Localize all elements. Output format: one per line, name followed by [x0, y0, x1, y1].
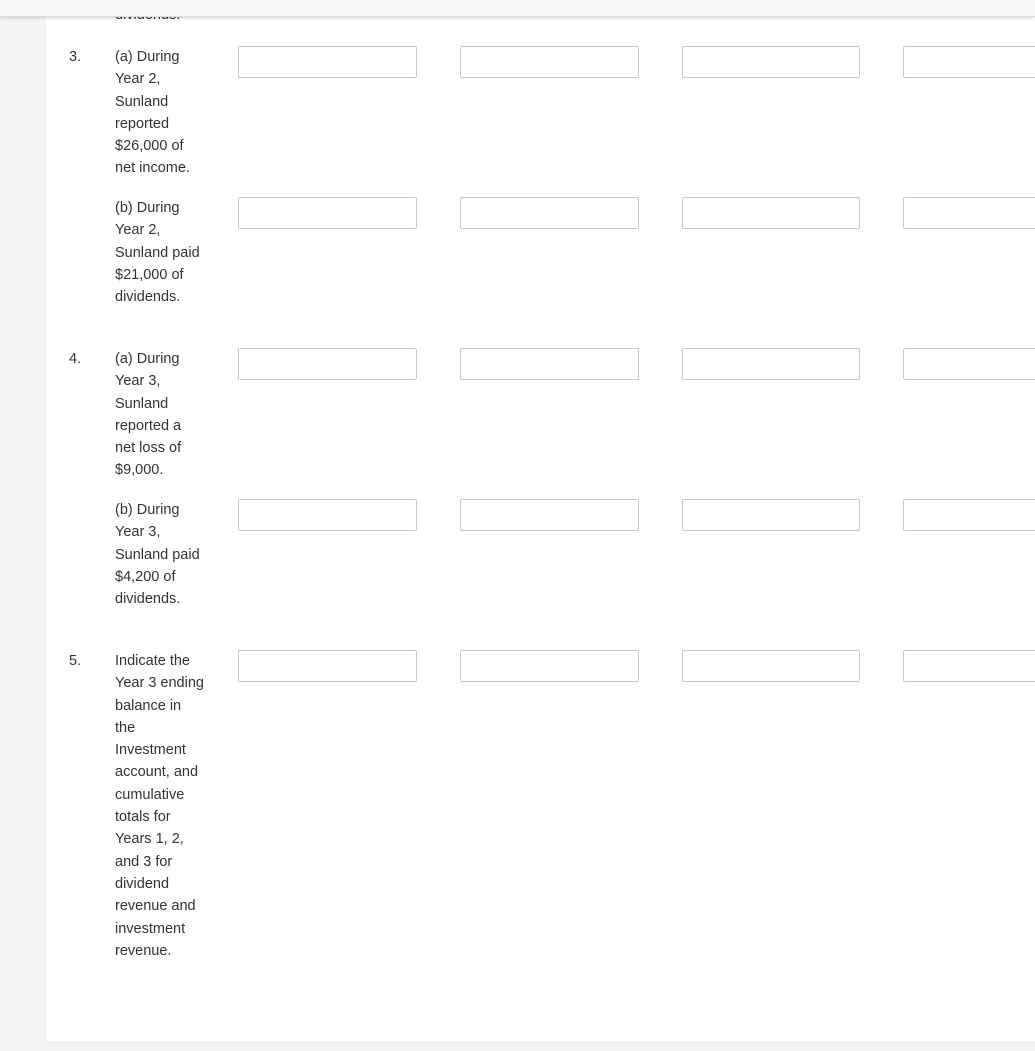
- answer-input-col1[interactable]: [238, 46, 417, 78]
- answer-input-col4[interactable]: [903, 499, 1035, 531]
- answer-input-col1[interactable]: [238, 197, 417, 229]
- answer-input-col2[interactable]: [460, 499, 639, 531]
- answer-input-col2[interactable]: [460, 46, 639, 78]
- row-description: Indicate the Year 3 ending balance in the Investment account, and cumulative totals for Years 1, 2, and 3 for dividend revenue and investment revenue.: [115, 653, 204, 959]
- answer-input-col3[interactable]: [682, 499, 860, 531]
- answer-input-col3[interactable]: [682, 46, 860, 78]
- row-description: (b) During Year 3, Sunland paid $4,200 of dividends.: [115, 502, 200, 608]
- row-description: (a) During Year 3, Sunland reported a net loss of $9,000.: [115, 351, 182, 479]
- answer-input-col4[interactable]: [903, 197, 1035, 229]
- answer-input-col1[interactable]: [238, 348, 417, 380]
- answer-input-col2[interactable]: [460, 650, 639, 682]
- row-description: (b) During Year 2, Sunland paid $21,000 of dividends.: [115, 200, 200, 306]
- answer-input-col1[interactable]: [238, 499, 417, 531]
- answer-input-col4[interactable]: [903, 650, 1035, 682]
- answer-input-col2[interactable]: [460, 348, 639, 380]
- answer-input-col4[interactable]: [903, 348, 1035, 380]
- answer-input-col3[interactable]: [682, 650, 860, 682]
- answer-input-col3[interactable]: [682, 197, 860, 229]
- row-number: 3.: [69, 49, 82, 65]
- answer-input-col1[interactable]: [238, 650, 417, 682]
- answer-input-col3[interactable]: [682, 348, 860, 380]
- row-number: 5.: [69, 653, 82, 669]
- question-table: [46, 0, 1035, 1041]
- answer-input-col4[interactable]: [903, 46, 1035, 78]
- top-toolbar: [0, 0, 1035, 17]
- row-description: (a) During Year 2, Sunland reported $26,000 of net income.: [115, 49, 190, 177]
- answer-input-col2[interactable]: [460, 197, 639, 229]
- row-number: 4.: [69, 351, 82, 367]
